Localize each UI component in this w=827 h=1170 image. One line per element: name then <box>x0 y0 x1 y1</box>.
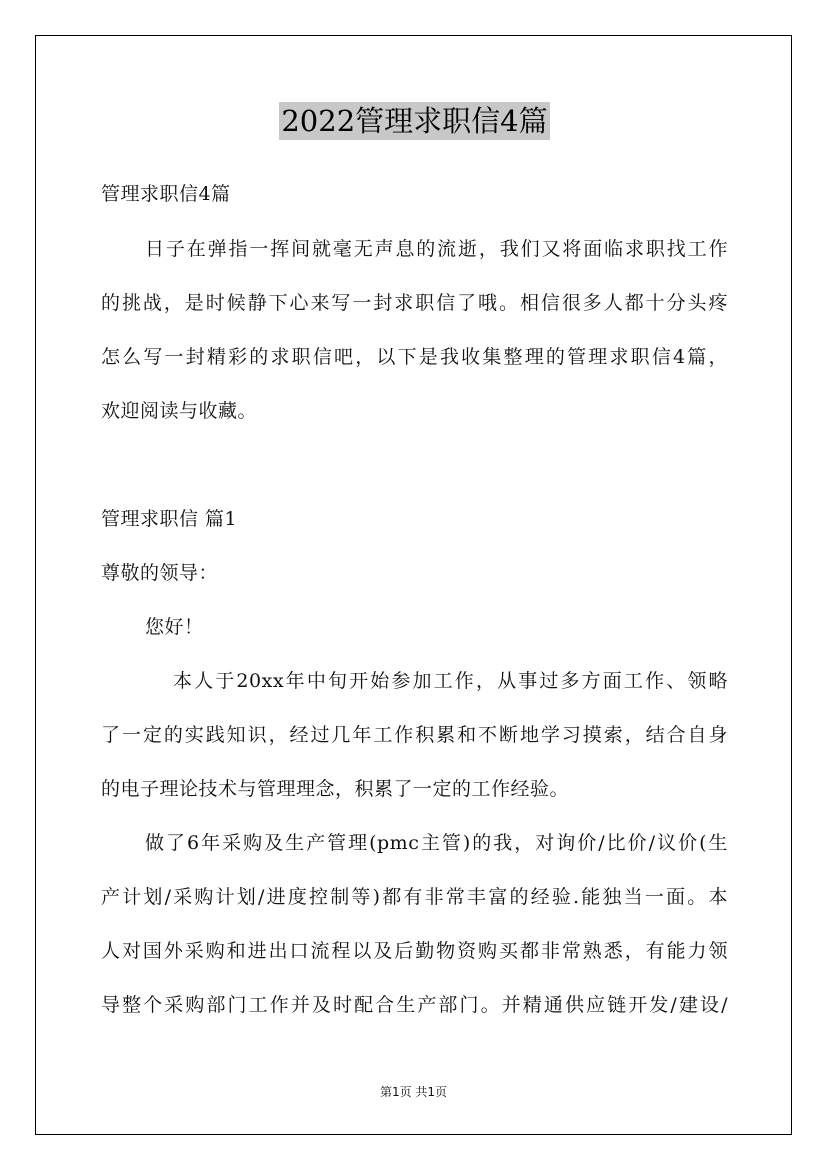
paragraph-line: 的电子理论技术与管理理念，积累了一定的工作经验。 <box>101 778 570 800</box>
intro-line: 怎么写一封精彩的求职信吧，以下是我收集整理的管理求职信4篇， <box>101 346 728 368</box>
salutation: 尊敬的领导： <box>101 562 219 584</box>
paragraph-line: 产计划/采购计划/进度控制等)都有非常丰富的经验.能独当一面。本 <box>101 886 728 908</box>
intro-line: 日子在弹指一挥间就毫无声息的流逝，我们又将面临求职找工作 <box>145 238 728 260</box>
document-title: 2022管理求职信4篇 <box>281 104 548 138</box>
paragraph-line: 人对国外采购和进出口流程以及后勤物资购买都非常熟悉，有能力领 <box>101 940 728 962</box>
section-heading: 管理求职信 篇1 <box>101 508 238 530</box>
paragraph-line: 导整个采购部门工作并及时配合生产部门。并精通供应链开发/建设/ <box>101 994 728 1016</box>
intro-line: 欢迎阅读与收藏。 <box>101 400 258 422</box>
paragraph-line: 做了6年采购及生产管理(pmc主管)的我，对询价/比价/议价(生 <box>145 832 728 854</box>
page-footer: 第1页 共1页 <box>379 1085 448 1099</box>
subtitle: 管理求职信4篇 <box>101 183 231 205</box>
paragraph-line: 了一定的实践知识，经过几年工作积累和不断地学习摸索，结合自身 <box>101 724 728 746</box>
intro-line: 的挑战，是时候静下心来写一封求职信了哦。相信很多人都十分头疼 <box>101 292 728 314</box>
paragraph-line: 本人于20xx年中旬开始参加工作，从事过多方面工作、领略 <box>173 670 728 692</box>
greeting: 您好！ <box>145 616 204 638</box>
